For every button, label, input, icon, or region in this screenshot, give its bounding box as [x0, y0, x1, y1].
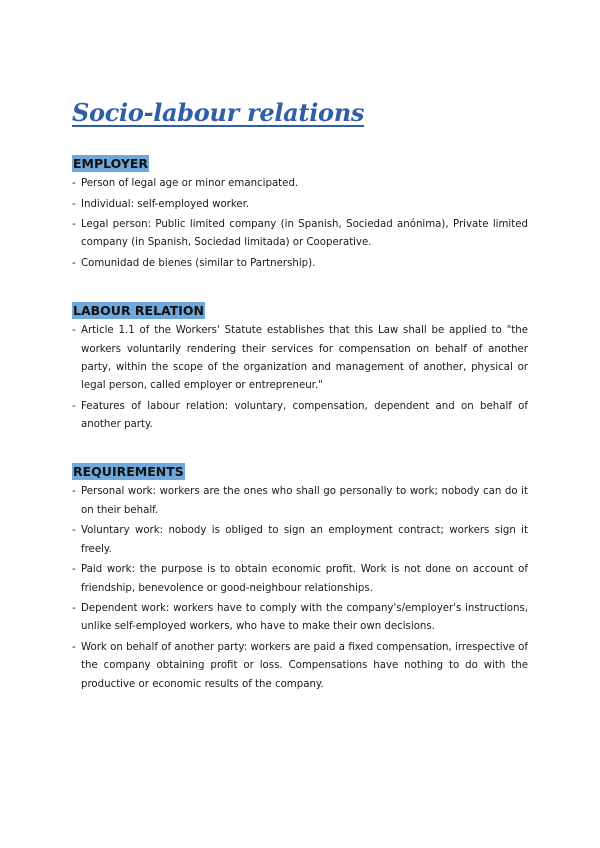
list-item: - Individual: self-employed worker. [72, 196, 528, 214]
bullet-list [72, 322, 528, 434]
list-item: - Paid work: the purpose is to obtain economic profit. Work is not done on account of friendship, benevolence or good-neighbour relationships. [72, 561, 528, 598]
list-item: - Person of legal age or minor emancipated. [72, 175, 528, 193]
section-heading: EMPLOYER [73, 156, 149, 171]
section-heading: REQUIREMENTS [73, 464, 184, 480]
section-labour-relation [72, 300, 528, 434]
list-item: - Work on behalf of another party: workers are paid a fixed compensation, irrespective of the company obtaining profit or loss. Compensations have nothing to do with the productive or economic results of the company. [72, 639, 528, 694]
list-item: - Features of labour relation: voluntary, compensation, dependent and on behalf of another party. [72, 398, 528, 435]
bullet-list [72, 175, 528, 273]
list-item: - Dependent work: workers have to comply with the company's/employer's instructions, unlike self-employed workers, who have to make their own decisions. [72, 600, 528, 637]
list-item: - Personal work: workers are the ones who shall go personally to work; nobody can do it on their behalf. [72, 483, 528, 520]
section-heading: LABOUR RELATION [73, 303, 205, 319]
section-employer [72, 153, 528, 273]
list-item: - Article 1.1 of the Workers' Statute establishes that this Law shall be applied to "the workers voluntarily rendering their services for compensation on behalf of another party, within the scope of the organization and management of another, physical or legal person, called employer or entrepreneur." [72, 322, 528, 395]
list-item: - Legal person: Public limited company (in Spanish, Sociedad anónima), Private limited company (in Spanish, Sociedad limitada) or Cooperative. [72, 216, 528, 253]
list-item: - Comunidad de bienes (similar to Partnership). [72, 255, 528, 273]
page-title: Socio-labour relations [72, 98, 365, 127]
bullet-list [72, 483, 528, 693]
list-item: - Voluntary work: nobody is obliged to sign an employment contract; workers sign it freely. [72, 522, 528, 559]
section-requirements [72, 461, 528, 693]
